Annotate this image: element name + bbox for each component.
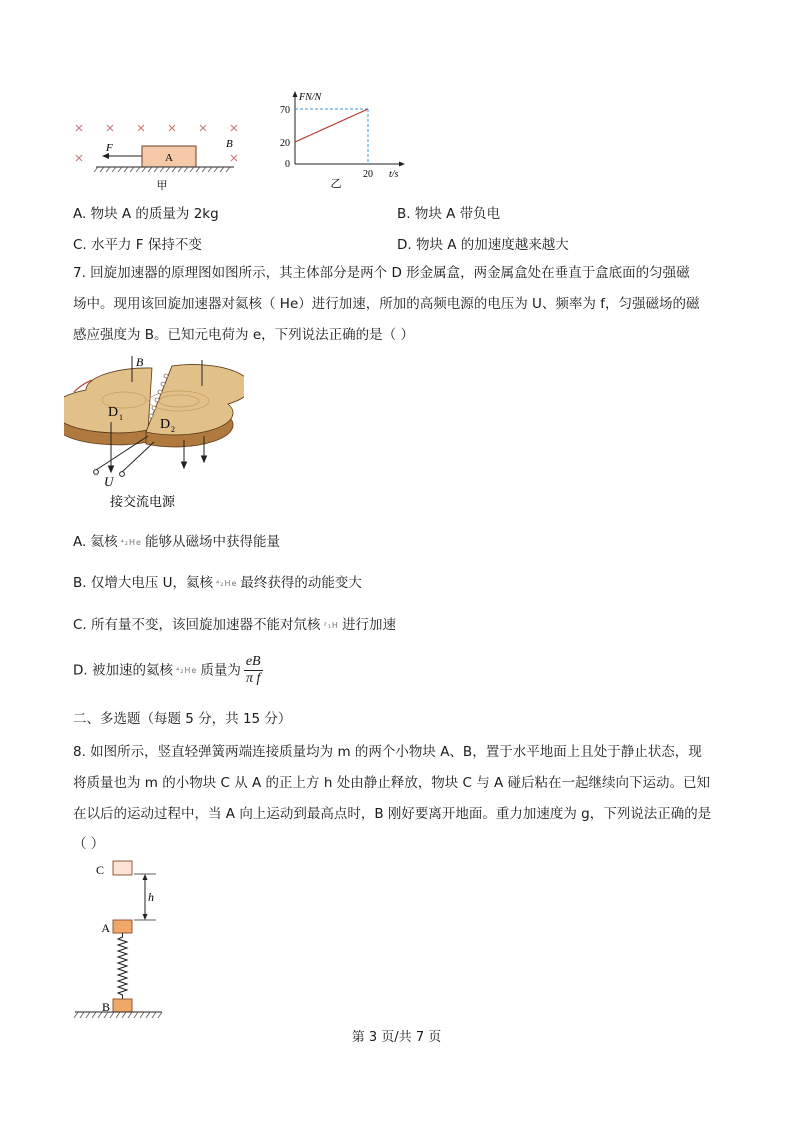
helium-nuclide-symbol: ⁴₂He: [216, 578, 238, 588]
ground-hatching: [94, 167, 230, 172]
q8-stem-line3: 在以后的运动过程中，当 A 向上运动到最高点时，B 刚好要离开地面。重力加速度为 g，下列说法正确的是: [73, 806, 712, 822]
y-axis-label: FN/N: [299, 92, 322, 103]
q7-stem-line1: 7. 回旋加速器的原理图如图所示，其主体部分是两个 D 形金属盒，两金属盒处在垂直于盒底面的匀强磁: [73, 265, 690, 281]
block-a-label: A: [165, 152, 173, 164]
origin-label: 0: [285, 159, 290, 170]
q7-option-d-pre: D. 被加速的氦核: [73, 662, 173, 679]
block-b-label: B: [101, 1000, 110, 1014]
y-tick-20: 20: [280, 138, 290, 149]
d2-subscript: 2: [171, 425, 175, 434]
q7-option-b[interactable]: [73, 571, 362, 591]
fraction-denominator: π f: [246, 671, 261, 686]
q7-option-b-post: 最终获得的动能变大: [240, 575, 362, 591]
b-field-label: B: [136, 355, 144, 369]
d1-label: D: [108, 405, 119, 420]
q6-option-b[interactable]: B. 物块 A 带负电: [397, 206, 501, 222]
cyclotron-figure: [64, 352, 244, 514]
helium-nuclide-symbol: ⁴₂He: [175, 666, 198, 675]
q7-stem-line3: 感应强度为 B。已知元电荷为 e，下列说法正确的是（ ）: [73, 327, 414, 343]
ground-hatching: [74, 1012, 162, 1018]
block-a: [113, 920, 132, 933]
helium-nuclide-symbol: ⁴₂He: [120, 537, 142, 547]
spring-figure: [70, 856, 170, 1026]
height-arrow-up-icon: [143, 874, 148, 880]
q8-stem-line1: 8. 如图所示，竖直轻弹簧两端连接质量均为 m 的两个小物块 A、B，置于水平地面上且处于静止状态，现: [73, 744, 702, 760]
page-footer: 第 3 页/共 7 页: [351, 1030, 442, 1045]
block-b: [113, 999, 132, 1012]
q8-stem-line4: （ ）: [73, 836, 105, 852]
q7-option-c-pre: C. 所有量不变，该回旋加速器不能对氘核: [73, 617, 321, 633]
x-tick-20: 20: [363, 169, 373, 180]
deuterium-nuclide-symbol: ²₁H: [323, 620, 339, 630]
voltage-label: U: [104, 474, 114, 489]
x-axis-label: t/s: [389, 169, 399, 180]
y-tick-70: 70: [280, 105, 290, 116]
figure-jia-caption: 甲: [156, 180, 168, 192]
q7-option-a-pre: A. 氦核: [73, 534, 118, 550]
q7-option-b-pre: B. 仅增大电压 U，氦核: [73, 575, 214, 591]
terminal-left-icon: [94, 470, 99, 475]
d2-label: D: [160, 417, 171, 432]
block-a-label: A: [101, 921, 110, 935]
q7-option-c-post: 进行加速: [341, 617, 396, 633]
figure-yi-caption: 乙: [330, 178, 342, 190]
q6-option-c[interactable]: C. 水平力 F 保持不变: [73, 237, 202, 253]
q7-option-a-post: 能够从磁场中获得能量: [144, 534, 280, 550]
fraction-numerator: eB: [245, 654, 261, 669]
q6-option-d[interactable]: D. 物块 A 的加速度越来越大: [397, 237, 569, 253]
q7-option-d-post: 质量为: [200, 662, 241, 679]
section-heading: 二、多选题（每题 5 分，共 15 分）: [73, 711, 292, 727]
height-arrow-down-icon: [143, 914, 148, 920]
fn-line: [295, 109, 368, 142]
block-c-label: C: [95, 863, 104, 877]
block-c: [113, 861, 132, 875]
q7-option-c[interactable]: [73, 613, 396, 633]
force-label: F: [106, 142, 113, 154]
q6-option-a[interactable]: A. 物块 A 的质量为 2kg: [73, 206, 219, 222]
q7-option-d[interactable]: [73, 654, 263, 687]
height-label: h: [148, 890, 154, 904]
figure-jia: [66, 116, 246, 198]
mass-fraction: [244, 654, 263, 687]
q7-option-a[interactable]: [73, 530, 280, 550]
d1-subscript: 1: [119, 413, 123, 422]
q7-stem-line2: 场中。现用该回旋加速器对氦核（ He）进行加速，所加的高频电源的电压为 U、频率为 f，匀强磁场的磁: [73, 296, 700, 312]
field-label: B: [226, 138, 233, 150]
spring: [118, 933, 127, 999]
ac-source-caption: 接交流电源: [110, 494, 176, 509]
terminal-right-icon: [120, 472, 125, 477]
figure-yi-graph: [270, 86, 410, 192]
q8-stem-line2: 将质量也为 m 的小物块 C 从 A 的正上方 h 处由静止释放，物块 C 与 A 碰后粘在一起继续向下运动。已知: [73, 775, 711, 791]
